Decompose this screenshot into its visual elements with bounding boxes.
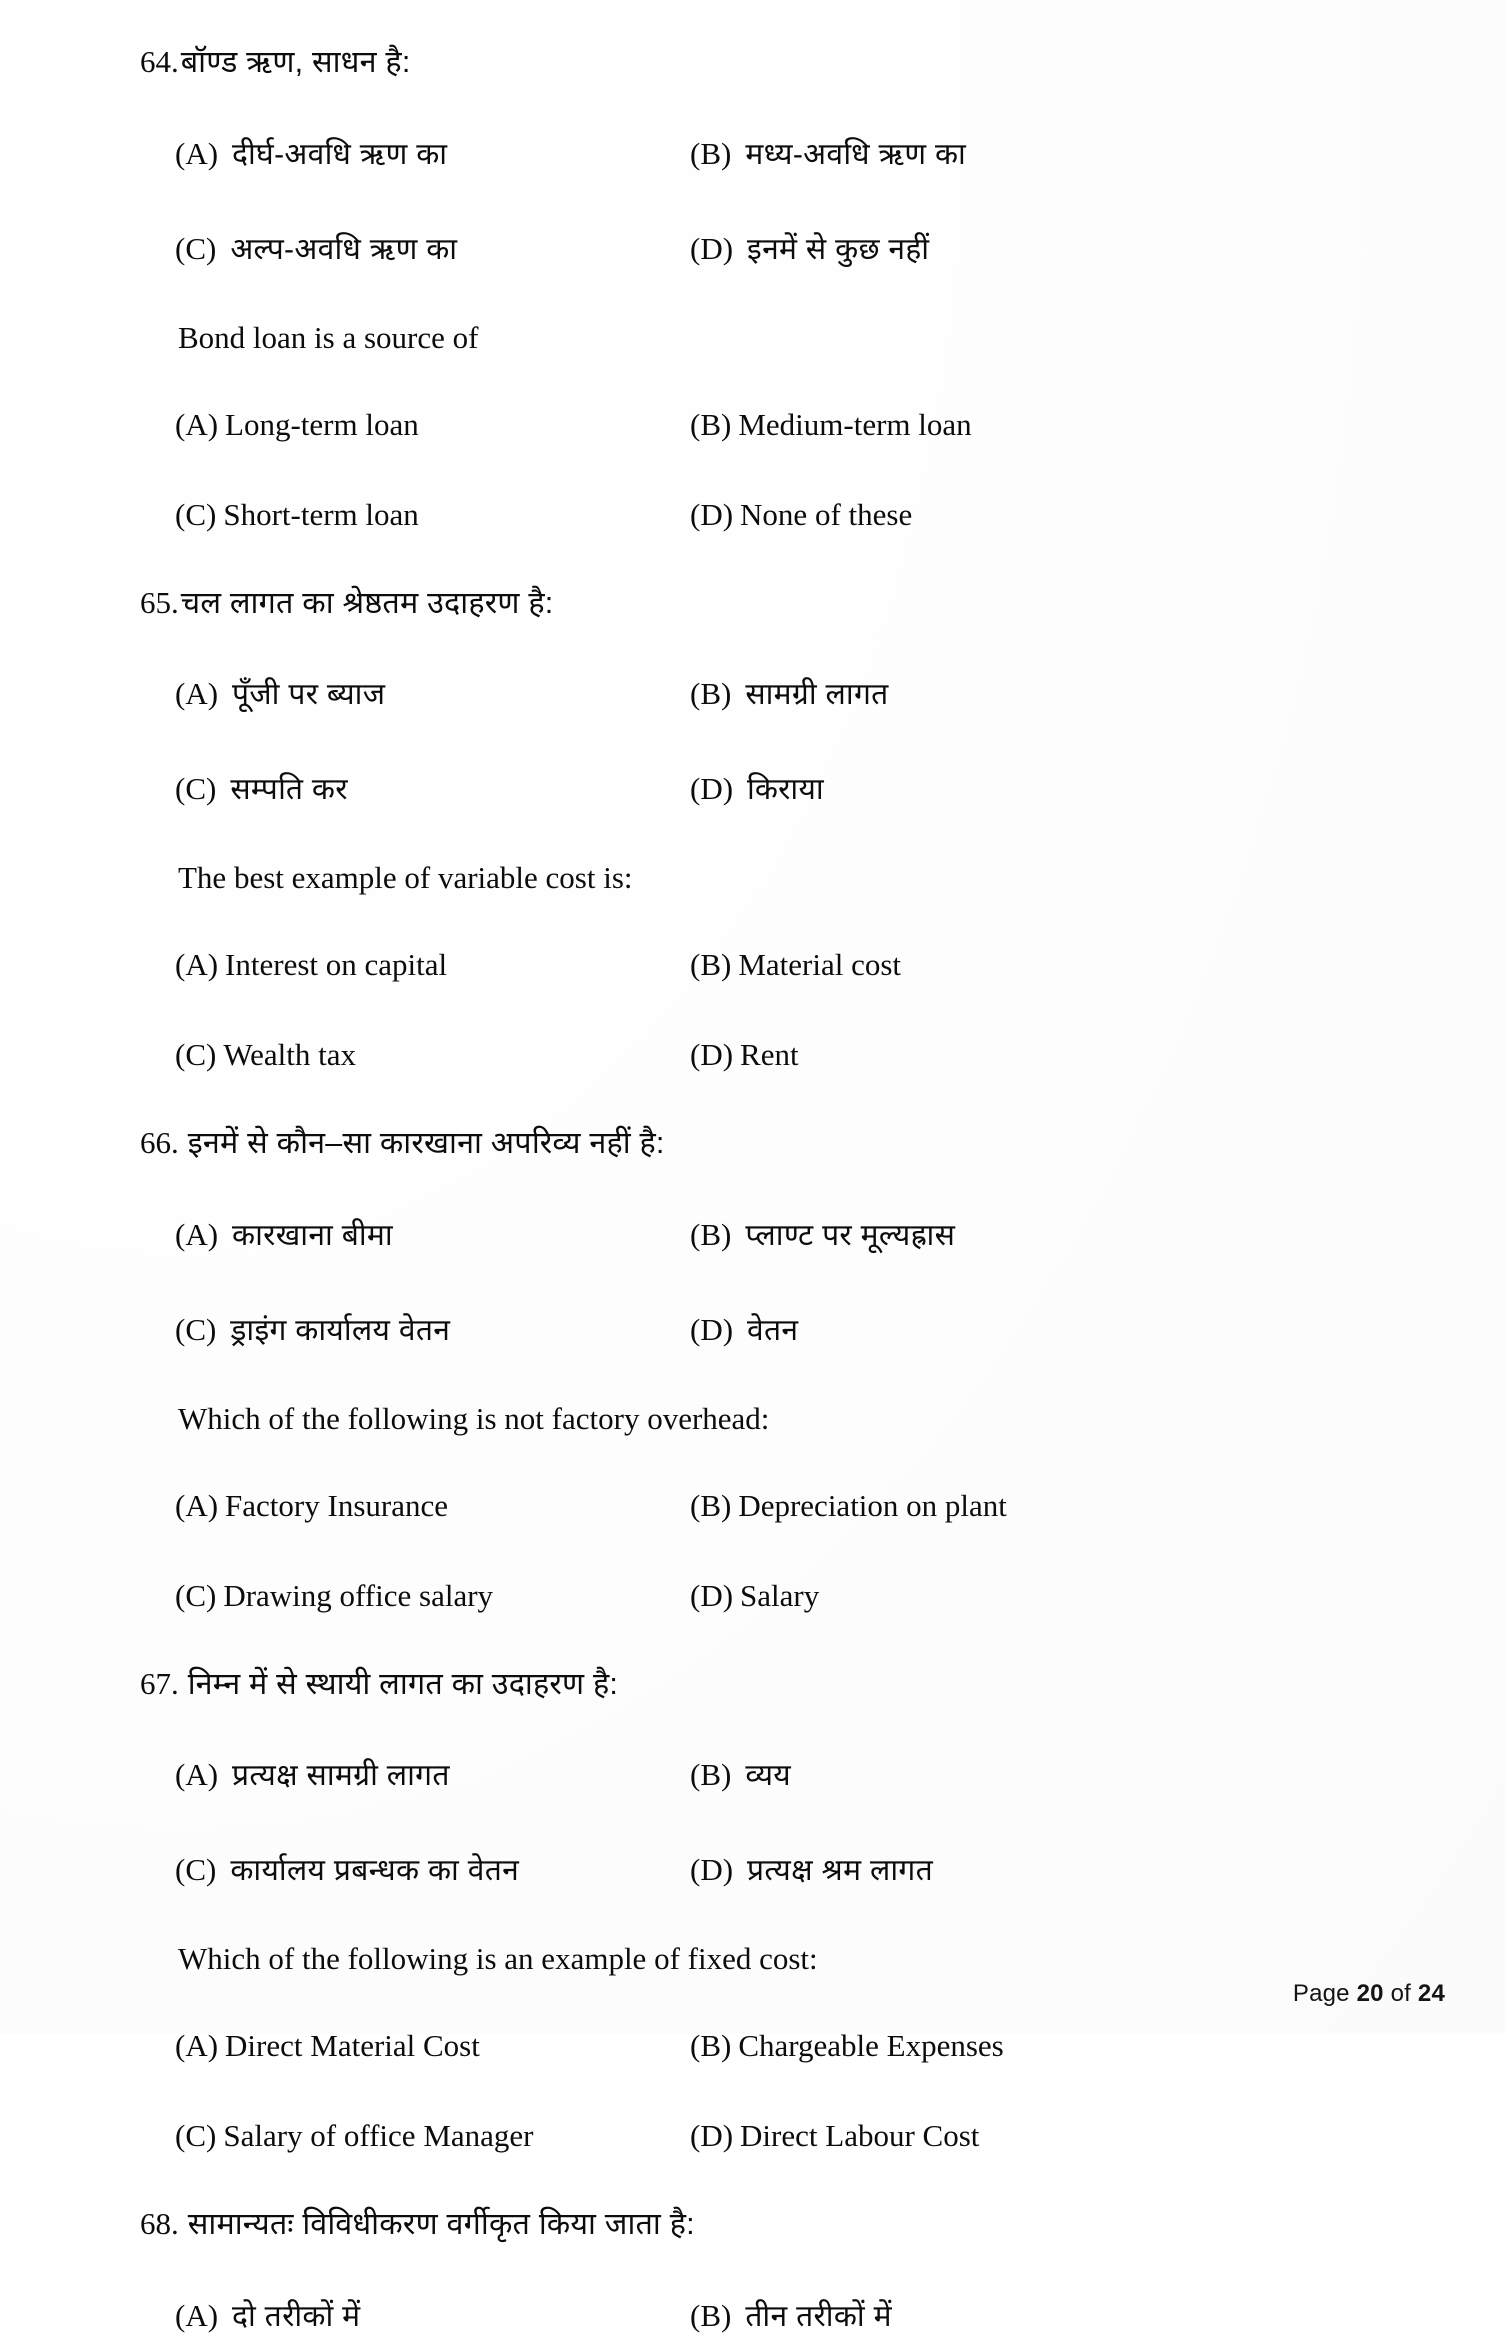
option-text: प्रत्यक्ष श्रम लागत (747, 1854, 933, 1887)
footer-page-prefix: Page (1292, 1980, 1350, 2007)
option-label: (A) (175, 2297, 219, 2333)
question-66-option-c-hindi[interactable] (175, 1308, 690, 1349)
option-text: व्यय (745, 1759, 791, 1792)
option-text: कारखाना बीमा (232, 1218, 393, 1252)
question-67-number: 67. (140, 1665, 179, 1701)
question-65-option-c-english[interactable] (175, 1037, 690, 1073)
option-text: सम्पति कर (230, 773, 348, 806)
option-text: Factory Insurance (225, 1487, 448, 1523)
question-66-stem-hindi (140, 1127, 1505, 1159)
question-64-option-b-english[interactable] (690, 407, 1465, 443)
option-label: (B) (690, 1216, 732, 1252)
question-64-hindi-options-row-1 (175, 132, 1505, 173)
option-text: मध्य-अवधि ऋण का (745, 137, 967, 171)
question-66-stem-english-text: Which of the following is not factory overhead: (178, 1400, 770, 1436)
question-66-option-b-english[interactable] (690, 1488, 1465, 1524)
option-text: ड्राइंग कार्यालय वेतन (230, 1313, 451, 1347)
question-65-stem-hindi (140, 584, 1505, 620)
option-label: (D) (690, 1311, 734, 1347)
question-67-option-b-english[interactable] (690, 2028, 1465, 2064)
question-66-option-b-hindi[interactable] (690, 1213, 1465, 1254)
question-64-stem-english (140, 319, 1505, 355)
footer-of-label: of (1390, 1980, 1412, 2007)
option-label: (A) (175, 135, 219, 171)
option-text: Depreciation on plant (738, 1487, 1007, 1523)
option-label: (C) (175, 771, 217, 806)
option-label: (A) (175, 1216, 219, 1252)
option-label: (A) (175, 947, 219, 982)
option-label: (B) (690, 947, 732, 982)
question-65-option-d-english[interactable] (690, 1037, 1465, 1073)
option-label: (A) (175, 406, 219, 442)
question-64-english-options-row-2 (175, 497, 1505, 533)
question-65-option-a-hindi[interactable] (175, 672, 690, 713)
question-64-hindi-options-row-2 (175, 227, 1505, 268)
page-footer (1293, 1980, 1445, 2008)
question-67 (0, 1665, 1505, 2209)
question-66-option-a-english[interactable] (175, 1488, 690, 1524)
question-66-english-options-row-2 (175, 1578, 1505, 1614)
question-68-stem-hindi-text: सामान्यतः विविधीकरण वर्गीकृत किया जाता है: (187, 2207, 695, 2241)
option-text: कार्यालय प्रबन्धक का वेतन (230, 1854, 520, 1887)
option-label: (A) (175, 1487, 219, 1523)
option-label: (C) (175, 496, 217, 532)
option-text: Medium-term loan (738, 406, 972, 442)
option-label: (B) (690, 1487, 732, 1523)
question-68-number: 68. (140, 2206, 179, 2241)
option-text: पूँजी पर ब्याज (232, 678, 386, 711)
question-66-option-d-hindi[interactable] (690, 1308, 1465, 1349)
option-label: (A) (175, 676, 219, 711)
question-67-option-a-english[interactable] (175, 2028, 690, 2064)
option-label: (B) (690, 135, 732, 171)
option-text: Long-term loan (225, 406, 419, 442)
question-65 (0, 584, 1505, 1128)
question-66-english-options-row-1 (175, 1488, 1505, 1524)
question-65-option-d-hindi[interactable] (690, 767, 1465, 808)
question-64-option-c-english[interactable] (175, 497, 690, 533)
option-label: (D) (690, 230, 734, 266)
question-67-english-options-row-1 (175, 2028, 1505, 2064)
question-67-option-d-english[interactable] (690, 2118, 1465, 2154)
option-text: वेतन (747, 1313, 799, 1347)
footer-page-number: 20 (1356, 1980, 1384, 2007)
question-65-number: 65. (140, 584, 179, 620)
option-label: (D) (690, 496, 734, 532)
question-65-stem-hindi-text: चल लागत का श्रेष्ठतम उदाहरण है: (180, 585, 554, 620)
question-66-hindi-options-row-1 (175, 1213, 1505, 1254)
option-label: (B) (690, 406, 732, 442)
option-label: (B) (690, 1757, 732, 1792)
option-text: Direct Material Cost (225, 2028, 480, 2063)
option-label: (B) (690, 2028, 732, 2063)
question-64-stem-english-text: Bond loan is a source of (178, 319, 479, 355)
question-64 (0, 46, 1505, 587)
question-64-option-c-hindi[interactable] (175, 227, 690, 268)
option-text: Chargeable Expenses (738, 2028, 1004, 2063)
option-text: Rent (740, 1037, 799, 1072)
question-68-option-b-hindi[interactable] (690, 2294, 1465, 2335)
question-67-stem-english-text: Which of the following is an example of fixed cost: (178, 1941, 818, 1976)
option-text: प्लाण्ट पर मूल्यह्रास (745, 1218, 956, 1252)
question-67-stem-english (140, 1943, 1505, 1974)
question-67-option-c-hindi[interactable] (175, 1848, 690, 1889)
question-64-option-b-hindi[interactable] (690, 132, 1465, 173)
option-label: (C) (175, 2118, 217, 2153)
option-text: सामग्री लागत (745, 678, 889, 711)
question-66-option-d-english[interactable] (690, 1578, 1465, 1614)
option-label: (B) (690, 676, 732, 711)
question-64-option-a-english[interactable] (175, 407, 690, 443)
question-67-english-options-row-2 (175, 2118, 1505, 2154)
question-65-english-options-row-2 (175, 1037, 1505, 1073)
option-text: Salary of office Manager (223, 2118, 534, 2153)
option-text: दीर्घ-अवधि ऋण का (232, 137, 448, 171)
option-label: (C) (175, 1852, 217, 1887)
question-65-hindi-options-row-2 (175, 767, 1505, 808)
option-text: Interest on capital (225, 947, 448, 982)
question-67-option-b-hindi[interactable] (690, 1753, 1465, 1794)
option-text: दो तरीकों में (232, 2299, 361, 2333)
option-label: (A) (175, 2028, 219, 2063)
question-66-number: 66. (140, 1125, 179, 1160)
question-64-number: 64. (140, 44, 179, 79)
option-label: (B) (690, 2297, 732, 2333)
question-66-hindi-options-row-2 (175, 1308, 1505, 1349)
option-label: (A) (175, 1757, 219, 1792)
question-64-option-d-english[interactable] (690, 497, 1465, 533)
question-65-option-c-hindi[interactable] (175, 767, 690, 808)
question-68-stem-hindi (140, 2208, 1505, 2240)
question-64-stem-hindi (140, 46, 1505, 78)
question-64-english-options-row-1 (175, 407, 1505, 443)
question-67-stem-hindi-text: निम्न में से स्थायी लागत का उदाहरण है: (187, 1666, 619, 1701)
question-67-hindi-options-row-2 (175, 1848, 1505, 1889)
option-label: (C) (175, 230, 217, 266)
question-65-hindi-options-row-1 (175, 672, 1505, 713)
question-65-option-a-english[interactable] (175, 947, 690, 983)
option-label: (D) (690, 1037, 734, 1072)
question-68-option-a-hindi[interactable] (175, 2294, 690, 2335)
option-text: तीन तरीकों में (745, 2299, 892, 2333)
question-65-english-options-row-1 (175, 947, 1505, 983)
question-67-hindi-options-row-1 (175, 1753, 1505, 1794)
question-64-option-a-hindi[interactable] (175, 132, 690, 173)
footer-total-pages: 24 (1417, 1980, 1445, 2007)
option-text: Wealth tax (223, 1037, 356, 1072)
question-67-option-c-english[interactable] (175, 2118, 690, 2154)
option-label: (C) (175, 1311, 217, 1347)
question-67-option-a-hindi[interactable] (175, 1753, 690, 1794)
option-text: इनमें से कुछ नहीं (747, 232, 930, 266)
question-67-option-d-hindi[interactable] (690, 1848, 1465, 1889)
option-text: None of these (740, 496, 913, 532)
question-66 (0, 1127, 1505, 1668)
question-68 (0, 2208, 1505, 2335)
option-text: Drawing office salary (223, 1577, 494, 1613)
question-65-option-b-hindi[interactable] (690, 672, 1465, 713)
option-label: (D) (690, 1852, 734, 1887)
question-64-stem-hindi-text: बॉण्ड ऋण, साधन है: (180, 45, 411, 79)
option-label: (C) (175, 1577, 217, 1613)
question-66-stem-english (140, 1400, 1505, 1436)
question-65-stem-english (140, 862, 1505, 893)
question-66-option-a-hindi[interactable] (175, 1213, 690, 1254)
option-label: (C) (175, 1037, 217, 1072)
question-65-option-b-english[interactable] (690, 947, 1465, 983)
option-text: किराया (747, 773, 824, 806)
question-66-option-c-english[interactable] (175, 1578, 690, 1614)
question-67-stem-hindi (140, 1665, 1505, 1701)
option-text: Salary (740, 1577, 820, 1613)
question-66-stem-hindi-text: इनमें से कौन–सा कारखाना अपरिव्य नहीं है: (187, 1126, 665, 1160)
option-label: (D) (690, 771, 734, 806)
option-text: Short-term loan (223, 496, 419, 532)
question-68-hindi-options-row-1 (175, 2294, 1505, 2335)
option-text: प्रत्यक्ष सामग्री लागत (232, 1759, 450, 1792)
option-text: Material cost (738, 947, 902, 982)
question-65-stem-english-text: The best example of variable cost is: (178, 860, 633, 895)
option-text: Direct Labour Cost (740, 2118, 980, 2153)
option-label: (D) (690, 1577, 734, 1613)
option-text: अल्प-अवधि ऋण का (230, 232, 458, 266)
question-64-option-d-hindi[interactable] (690, 227, 1465, 268)
option-label: (D) (690, 2118, 734, 2153)
